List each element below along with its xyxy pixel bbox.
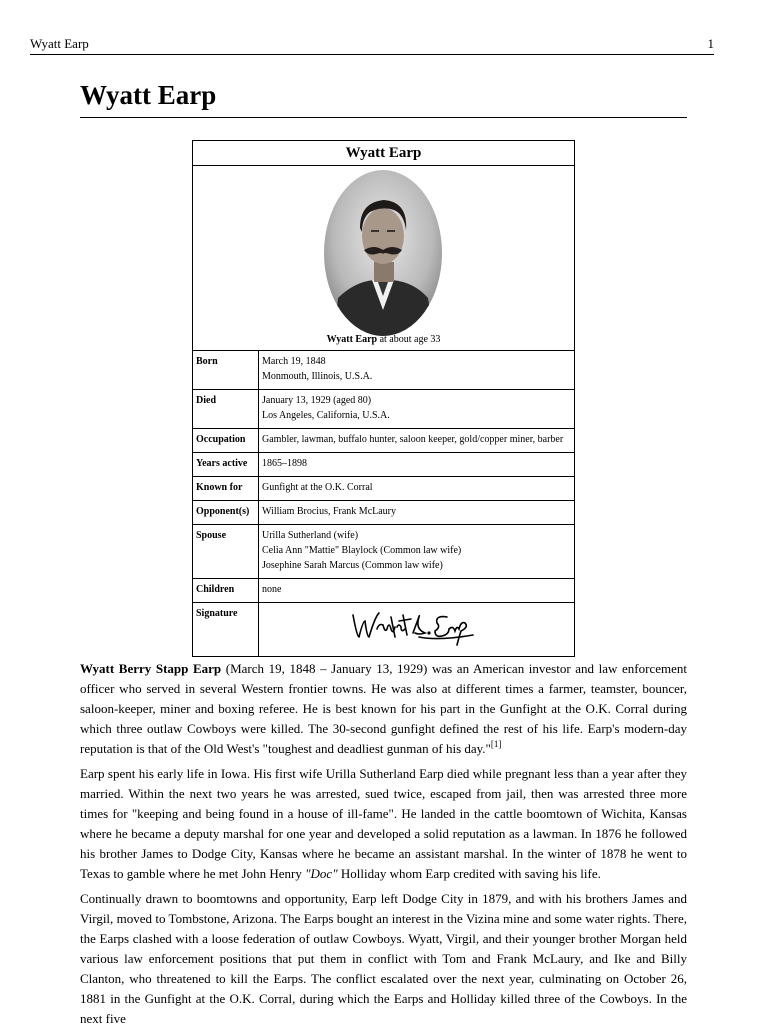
spouse-3: Josephine Sarah Marcus (Common law wife) [262, 560, 443, 571]
row-label-spouse: Spouse [193, 525, 259, 579]
years-active-text: 1865–1898 [262, 458, 307, 469]
known-for-link[interactable]: Gunfight at the O.K. Corral [262, 482, 373, 493]
photo-caption [193, 332, 574, 347]
paragraph-2 [80, 764, 687, 884]
page-title: Wyatt Earp [80, 78, 687, 118]
portrait-photo [324, 170, 442, 336]
infobox-title: Wyatt Earp [193, 141, 575, 166]
row-value-children [259, 579, 575, 603]
reference-1[interactable]: [1] [490, 739, 502, 749]
article-body [80, 659, 687, 1034]
page-number: 1 [707, 36, 714, 51]
row-label-died: Died [193, 390, 259, 429]
occupation-text: Gambler, lawman, buffalo hunter, saloon keeper, gold/copper miner, barber [262, 434, 564, 445]
paragraph-3: Continually drawn to boomtowns and opportunity, Earp left Dodge City in 1879, and with his brothers James and Virgil, moved to Tombstone, Arizona. The Earps bought an interest in the Vizina mine and some water rights. There, the Earps clashed with a loose federation of outlaw Cowboys. Wyatt, Virgil, and their younger brother Morgan held various law enforcement positions that put them in conflict with Tom and Frank McLaury, and Ike and Billy Clanton, who threatened to kill the Earps. The conflict escalated over the next year, culminating on October 26, 1881 in the Gunfight at the O.K. Corral, during which the Earps and Holliday killed three of the Cowboys. In the next five [80, 891, 687, 1026]
spouse-2: Celia Ann "Mattie" Blaylock (Common law wife) [262, 545, 462, 556]
row-label-occupation: Occupation [193, 429, 259, 453]
spouse-1: Urilla Sutherland (wife) [262, 530, 359, 541]
children-text: none [262, 584, 282, 595]
row-value-years-active [259, 453, 575, 477]
paragraph-2-text-b: Holliday whom Earp credited with saving his life. [337, 866, 601, 881]
row-label-opponents: Opponent(s) [193, 501, 259, 525]
row-value-occupation [259, 429, 575, 453]
caption-name: Wyatt Earp [326, 334, 378, 345]
row-value-died [259, 390, 575, 429]
born-date: March 19, 1848 [262, 356, 326, 367]
caption-rest: at about age 33 [377, 334, 441, 345]
died-date: January 13, 1929 (aged 80) [262, 395, 372, 406]
row-value-known-for [259, 477, 575, 501]
row-label-signature: Signature [193, 603, 259, 657]
running-title: Wyatt Earp [30, 36, 89, 51]
row-label-years-active: Years active [193, 453, 259, 477]
running-header [30, 36, 714, 55]
subject-full-name: Wyatt Berry Stapp Earp [80, 661, 222, 676]
paragraph-1-text: (March 19, 1848 – January 13, 1929) was an American investor and law enforcement officer who served in several Western frontier towns. He was also at different times a farmer, teamster, bouncer, saloon-keeper, miner and boxing referee. He is best known for his part in the Gunfight at the O.K. Corral during which three outlaw Cowboys were killed. The 30-second gunfight defined the rest of his life. Earp's modern-day reputation is that of the Old West's "toughest and deadliest gunman of his day." [80, 661, 687, 756]
died-place: Los Angeles, California, U.S.A. [262, 410, 390, 421]
born-place: Monmouth, Illinois, U.S.A. [262, 371, 373, 382]
doc-nickname: "Doc" [305, 866, 338, 881]
infobox [192, 140, 575, 657]
row-label-born: Born [193, 351, 259, 390]
paragraph-1 [80, 659, 687, 759]
row-label-known-for: Known for [193, 477, 259, 501]
row-value-opponents [259, 501, 575, 525]
opponents-text: William Brocius, Frank McLaury [262, 506, 397, 517]
row-value-spouse [259, 525, 575, 579]
row-label-children: Children [193, 579, 259, 603]
infobox-photo-cell [193, 166, 575, 351]
paragraph-2-text-a: Earp spent his early life in Iowa. His first wife Urilla Sutherland Earp died while pregnant less than a year after they married. Within the next two years he was arrested, sued twice, escaped from jail, then was arrested three more times for "keeping and being found in a house of ill-fame". He landed in the cattle boomtown of Wichita, Kansas where he became a deputy marshal for one year and developed a solid reputation as a lawman. In 1876 he followed his brother James to Dodge City, Kansas where he became an assistant marshal. In the winter of 1878 he went to Texas to gamble where he met John Henry [80, 766, 687, 881]
row-value-signature [259, 603, 575, 657]
signature-image [349, 607, 479, 647]
row-value-born [259, 351, 575, 390]
